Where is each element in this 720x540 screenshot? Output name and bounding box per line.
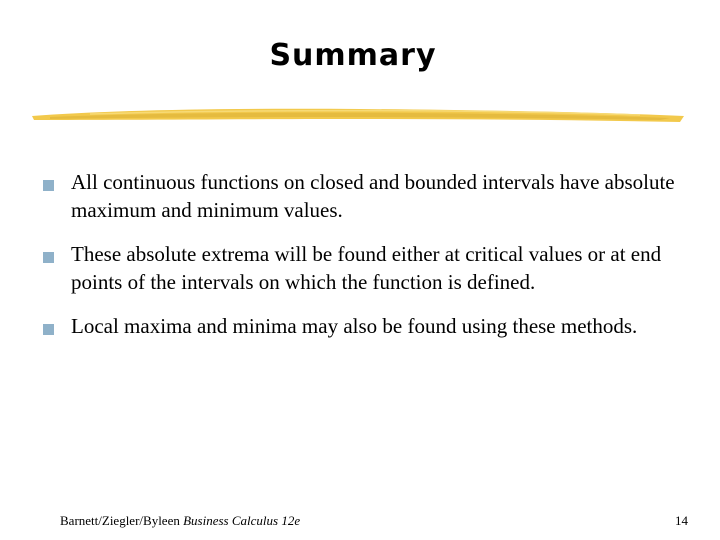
- title-underline-brushstroke: [30, 100, 686, 130]
- footer-authors: Barnett/Ziegler/Byleen: [60, 513, 184, 528]
- bullet-text: Local maxima and minima may also be found using these methods.: [71, 314, 638, 338]
- bullet-text: All continuous functions on closed and bounded intervals have absolute maximum and minimum values.: [71, 170, 675, 222]
- bullet-list: [40, 168, 690, 356]
- square-bullet-icon: [43, 252, 54, 263]
- square-bullet-icon: [43, 324, 54, 335]
- bullet-text: These absolute extrema will be found either at critical values or at end points of the intervals on which the function is defined.: [71, 242, 662, 294]
- bullet-item: [40, 168, 690, 224]
- footer-citation: [60, 513, 300, 529]
- page-number: 14: [675, 513, 688, 528]
- footer-book-title: Business Calculus 12e: [183, 513, 301, 528]
- square-bullet-icon: [43, 180, 54, 191]
- bullet-item: [40, 312, 690, 340]
- slide-title: Summary: [269, 38, 437, 73]
- bullet-item: [40, 240, 690, 296]
